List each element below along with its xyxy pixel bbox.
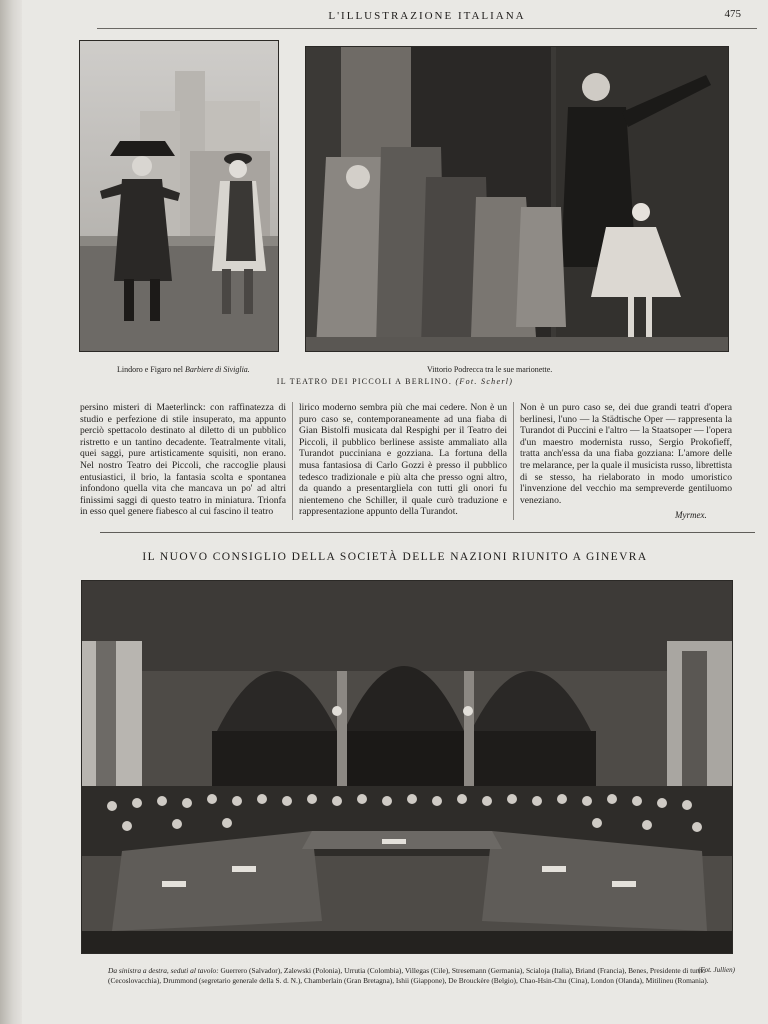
column-rule-1 [292, 402, 293, 520]
magazine-title: L'ILLUSTRAZIONE ITALIANA [328, 10, 526, 22]
photo-council-geneva [81, 580, 733, 954]
section-caption [22, 377, 768, 386]
page-number: 475 [724, 8, 741, 20]
article-column-2: lirico moderno sembra più che mai cedere. Non è un puro caso se, contemporaneamente ad una fiaba di Gian Bistolfi musicata dal Respighi per il Teatro dei Piccoli, il pubblico berlinese assiste ammaliato alla Turandot pucciniana e gozziana. La fortuna della musa fantasiosa di Carlo Gozzi è presso il pubblico tedesco tradizionale e più alta che presso ogni altro, da quando a presentargliela con tutti gli onori fu nientemeno che Schiller, il quale curò traduzione e rappresentazione appunto della Turandot. [299, 402, 507, 518]
column-rule-2 [513, 402, 514, 520]
caption-lindoro-figaro-title: Barbiere di Siviglia. [184, 365, 250, 374]
council-caption-body: Guerrero (Salvador), Zalewski (Polonia), Urrutia (Colombia), Villegas (Cile), Stresemann (Germania), Scialoja (Italia), Briand (Francia), Benes, Presidente di turno (Cecoslovacchia), Drummond (segretario generale della S. d. N.), Chamberlain (Gran Bretagna), Ishii (Giappone), De Brouckère (Belgio), Chao-Hsin-Chu (Cina), London (Olanda), Mitilineu (Romania). [108, 966, 709, 985]
council-photo-credit: (Fot. Jullien) [698, 966, 735, 974]
section-caption-text: IL TEATRO DEI PICCOLI A BERLINO. [276, 377, 453, 386]
signature: Myrmex. [675, 510, 707, 520]
caption-lindoro-figaro-text: Lindoro e Figaro nel [117, 365, 185, 374]
magazine-page [22, 0, 768, 1024]
running-head [97, 6, 757, 29]
binding-gutter [0, 0, 22, 1024]
caption-podrecca: Vittorio Podrecca tra le sue marionette. [427, 365, 553, 374]
section-divider [100, 532, 755, 533]
council-hall-illustration [82, 581, 732, 953]
section-caption-credit: (Fot. Scherl) [455, 377, 514, 386]
article-title: IL NUOVO CONSIGLIO DELLA SOCIETÀ DELLE NAZIONI RIUNITO A GINEVRA [142, 551, 648, 563]
photo-lindoro-figaro [79, 40, 279, 352]
puppet-stage-illustration [80, 41, 278, 351]
caption-lindoro-figaro [117, 365, 250, 374]
article-column-3: Non è un puro caso se, dei due grandi teatri d'opera berlinesi, l'uno — la Städtische Oper — rappresenta la Turandot di Puccini e l'altro — la Staatsoper — l'opera d'un maestro modernista russo, Sergio Prokofieff, tratta anch'essa da una fiaba gozziana: L'amore delle tre melarance, per la quale il musicista russo, librettista di se stesso, ha rielaborato in modo umoristico l'invenzione del vecchio ma sempreverde gentiluomo veneziano. [520, 402, 732, 506]
council-caption [108, 966, 728, 985]
photo-podrecca-marionettes [305, 46, 729, 352]
article-column-1: persino misteri di Maeterlinck: con raffinatezza di studio e perfezione di stile insuperato, ma appunto perciò spettacolo destinato al diletto di un pubblico ristretto e un tantino decadente. Teatralmente vitali, quei saggi, pure artisticamente squisiti, non erano. Nel nostro Teatro dei Piccoli, che raccoglie plausi entusiastici, il brio, la fantasia scolta e spontanea infondono quella vita che mancava un po' ad altri finissimi saggi di questo teatro in miniatura. Trionfa in esso quel genere fiabesco al cui fascino il teatro [80, 402, 286, 518]
council-caption-lead: Da sinistra a destra, seduti al tavolo: [108, 966, 219, 975]
marionettes-illustration [306, 47, 728, 351]
